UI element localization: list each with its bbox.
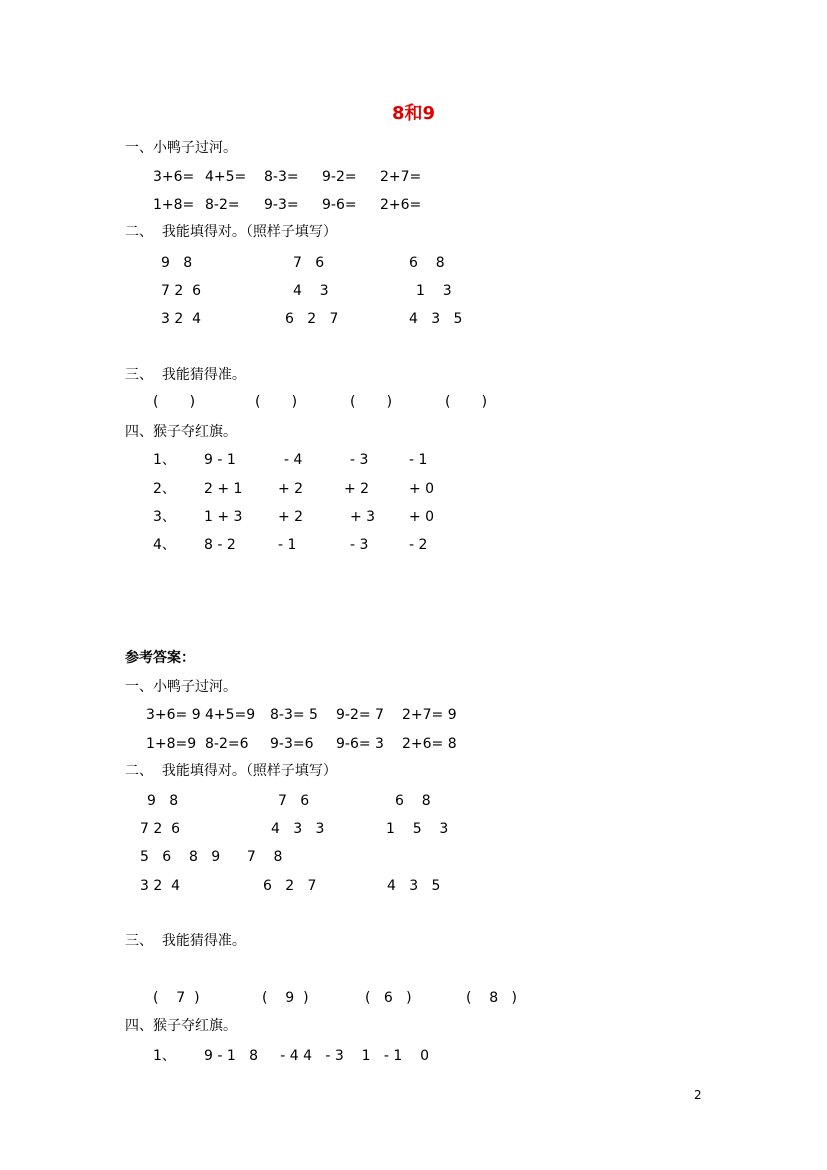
answers-heading: 参考答案： <box>125 650 195 666</box>
q1-equation: 8-3= <box>264 169 299 185</box>
q4-expression: 1 + 3 <box>204 509 243 525</box>
q3-blank: ( ) <box>153 394 196 410</box>
a2-heading: 二、 我能填得对。（照样子填写） <box>125 763 337 779</box>
a1-answer: 9-2= 7 <box>336 707 384 723</box>
a3-answer: ( 8 ) <box>466 990 517 1006</box>
a1-answer: 9-3=6 <box>270 736 314 752</box>
q2-number-group: 6 8 <box>409 255 445 271</box>
a4-heading: 四、猴子夺红旗。 <box>125 1018 237 1034</box>
q1-equation: 3+6= <box>153 169 195 185</box>
q4-row-number: 3、 <box>153 509 176 525</box>
q4-operation: - 1 <box>278 537 297 553</box>
q2-number-group: 6 2 7 <box>285 311 339 327</box>
q4-row-number: 4、 <box>153 537 176 553</box>
q4-expression: 9 - 1 <box>204 452 236 468</box>
page-number: 2 <box>694 1088 702 1102</box>
q2-number-group: 9 8 <box>161 255 193 271</box>
q1-equation: 9-6= <box>322 197 357 213</box>
q4-operation: - 3 <box>350 537 369 553</box>
q1-equation: 8-2= <box>205 197 240 213</box>
a1-answer: 3+6= 9 <box>146 707 201 723</box>
q4-operation: + 0 <box>409 481 435 497</box>
q2-number-group: 4 3 5 <box>409 311 463 327</box>
a2-number-group: 7 6 <box>278 793 310 809</box>
a1-answer: 8-3= 5 <box>270 707 318 723</box>
q1-equation: 9-2= <box>322 169 357 185</box>
q4-operation: + 3 <box>350 509 376 525</box>
q4-expression: 2 + 1 <box>204 481 243 497</box>
q2-heading: 二、 我能填得对。（照样子填写） <box>125 224 337 240</box>
q2-number-group: 1 3 <box>416 283 452 299</box>
q3-blank: ( ) <box>445 394 488 410</box>
a1-answer: 9-6= 3 <box>336 736 384 752</box>
a1-heading: 一、小鸭子过河。 <box>125 679 237 695</box>
q2-number-group: 7 2 6 <box>161 283 202 299</box>
a1-answer: 1+8=9 <box>146 736 197 752</box>
q1-equation: 9-3= <box>264 197 299 213</box>
q4-operation: - 4 <box>284 452 303 468</box>
q1-equation: 2+6= <box>380 197 422 213</box>
a2-number-group: 4 3 5 <box>387 878 441 894</box>
a2-number-group: 9 8 <box>147 793 179 809</box>
q2-number-group: 7 6 <box>293 255 325 271</box>
a1-answer: 8-2=6 <box>205 736 249 752</box>
q2-number-group: 4 3 <box>293 283 329 299</box>
a1-answer: 4+5=9 <box>205 707 256 723</box>
q4-operation: - 2 <box>409 537 428 553</box>
q4-row-number: 2、 <box>153 481 176 497</box>
a2-number-group: 3 2 4 <box>140 878 181 894</box>
a2-number-group: 7 2 6 <box>140 821 181 837</box>
a3-answer: ( 9 ) <box>262 990 309 1006</box>
a3-answer: ( 7 ) <box>153 990 200 1006</box>
a1-answer: 2+7= 9 <box>402 707 457 723</box>
q1-heading: 一、小鸭子过河。 <box>125 140 237 156</box>
a4-row-number: 1、 <box>153 1048 176 1064</box>
q3-blank: ( ) <box>350 394 393 410</box>
q1-equation: 2+7= <box>380 169 422 185</box>
q4-operation: - 3 <box>350 452 369 468</box>
a2-number-group: 5 6 8 9 7 8 <box>140 849 283 865</box>
page-title: 8和9 <box>391 103 436 124</box>
a2-number-group: 1 5 3 <box>386 821 449 837</box>
q1-equation: 1+8= <box>153 197 195 213</box>
q4-row-number: 1、 <box>153 452 176 468</box>
a2-number-group: 4 3 3 <box>271 821 325 837</box>
a2-number-group: 6 8 <box>395 793 431 809</box>
q3-heading: 三、 我能猜得准。 <box>125 367 246 383</box>
q2-number-group: 3 2 4 <box>161 311 202 327</box>
a3-heading: 三、 我能猜得准。 <box>125 933 246 949</box>
q4-operation: - 1 <box>409 452 428 468</box>
q4-operation: + 2 <box>344 481 370 497</box>
a4-answer-row: 9 - 1 8 - 4 4 - 3 1 - 1 0 <box>204 1048 429 1064</box>
q4-operation: + 2 <box>278 509 304 525</box>
q4-heading: 四、猴子夺红旗。 <box>125 424 237 440</box>
q4-operation: + 0 <box>409 509 435 525</box>
q4-expression: 8 - 2 <box>204 537 236 553</box>
a1-answer: 2+6= 8 <box>402 736 457 752</box>
q4-operation: + 2 <box>278 481 304 497</box>
q1-equation: 4+5= <box>205 169 247 185</box>
q3-blank: ( ) <box>255 394 298 410</box>
a2-number-group: 6 2 7 <box>263 878 317 894</box>
a3-answer: ( 6 ) <box>365 990 412 1006</box>
